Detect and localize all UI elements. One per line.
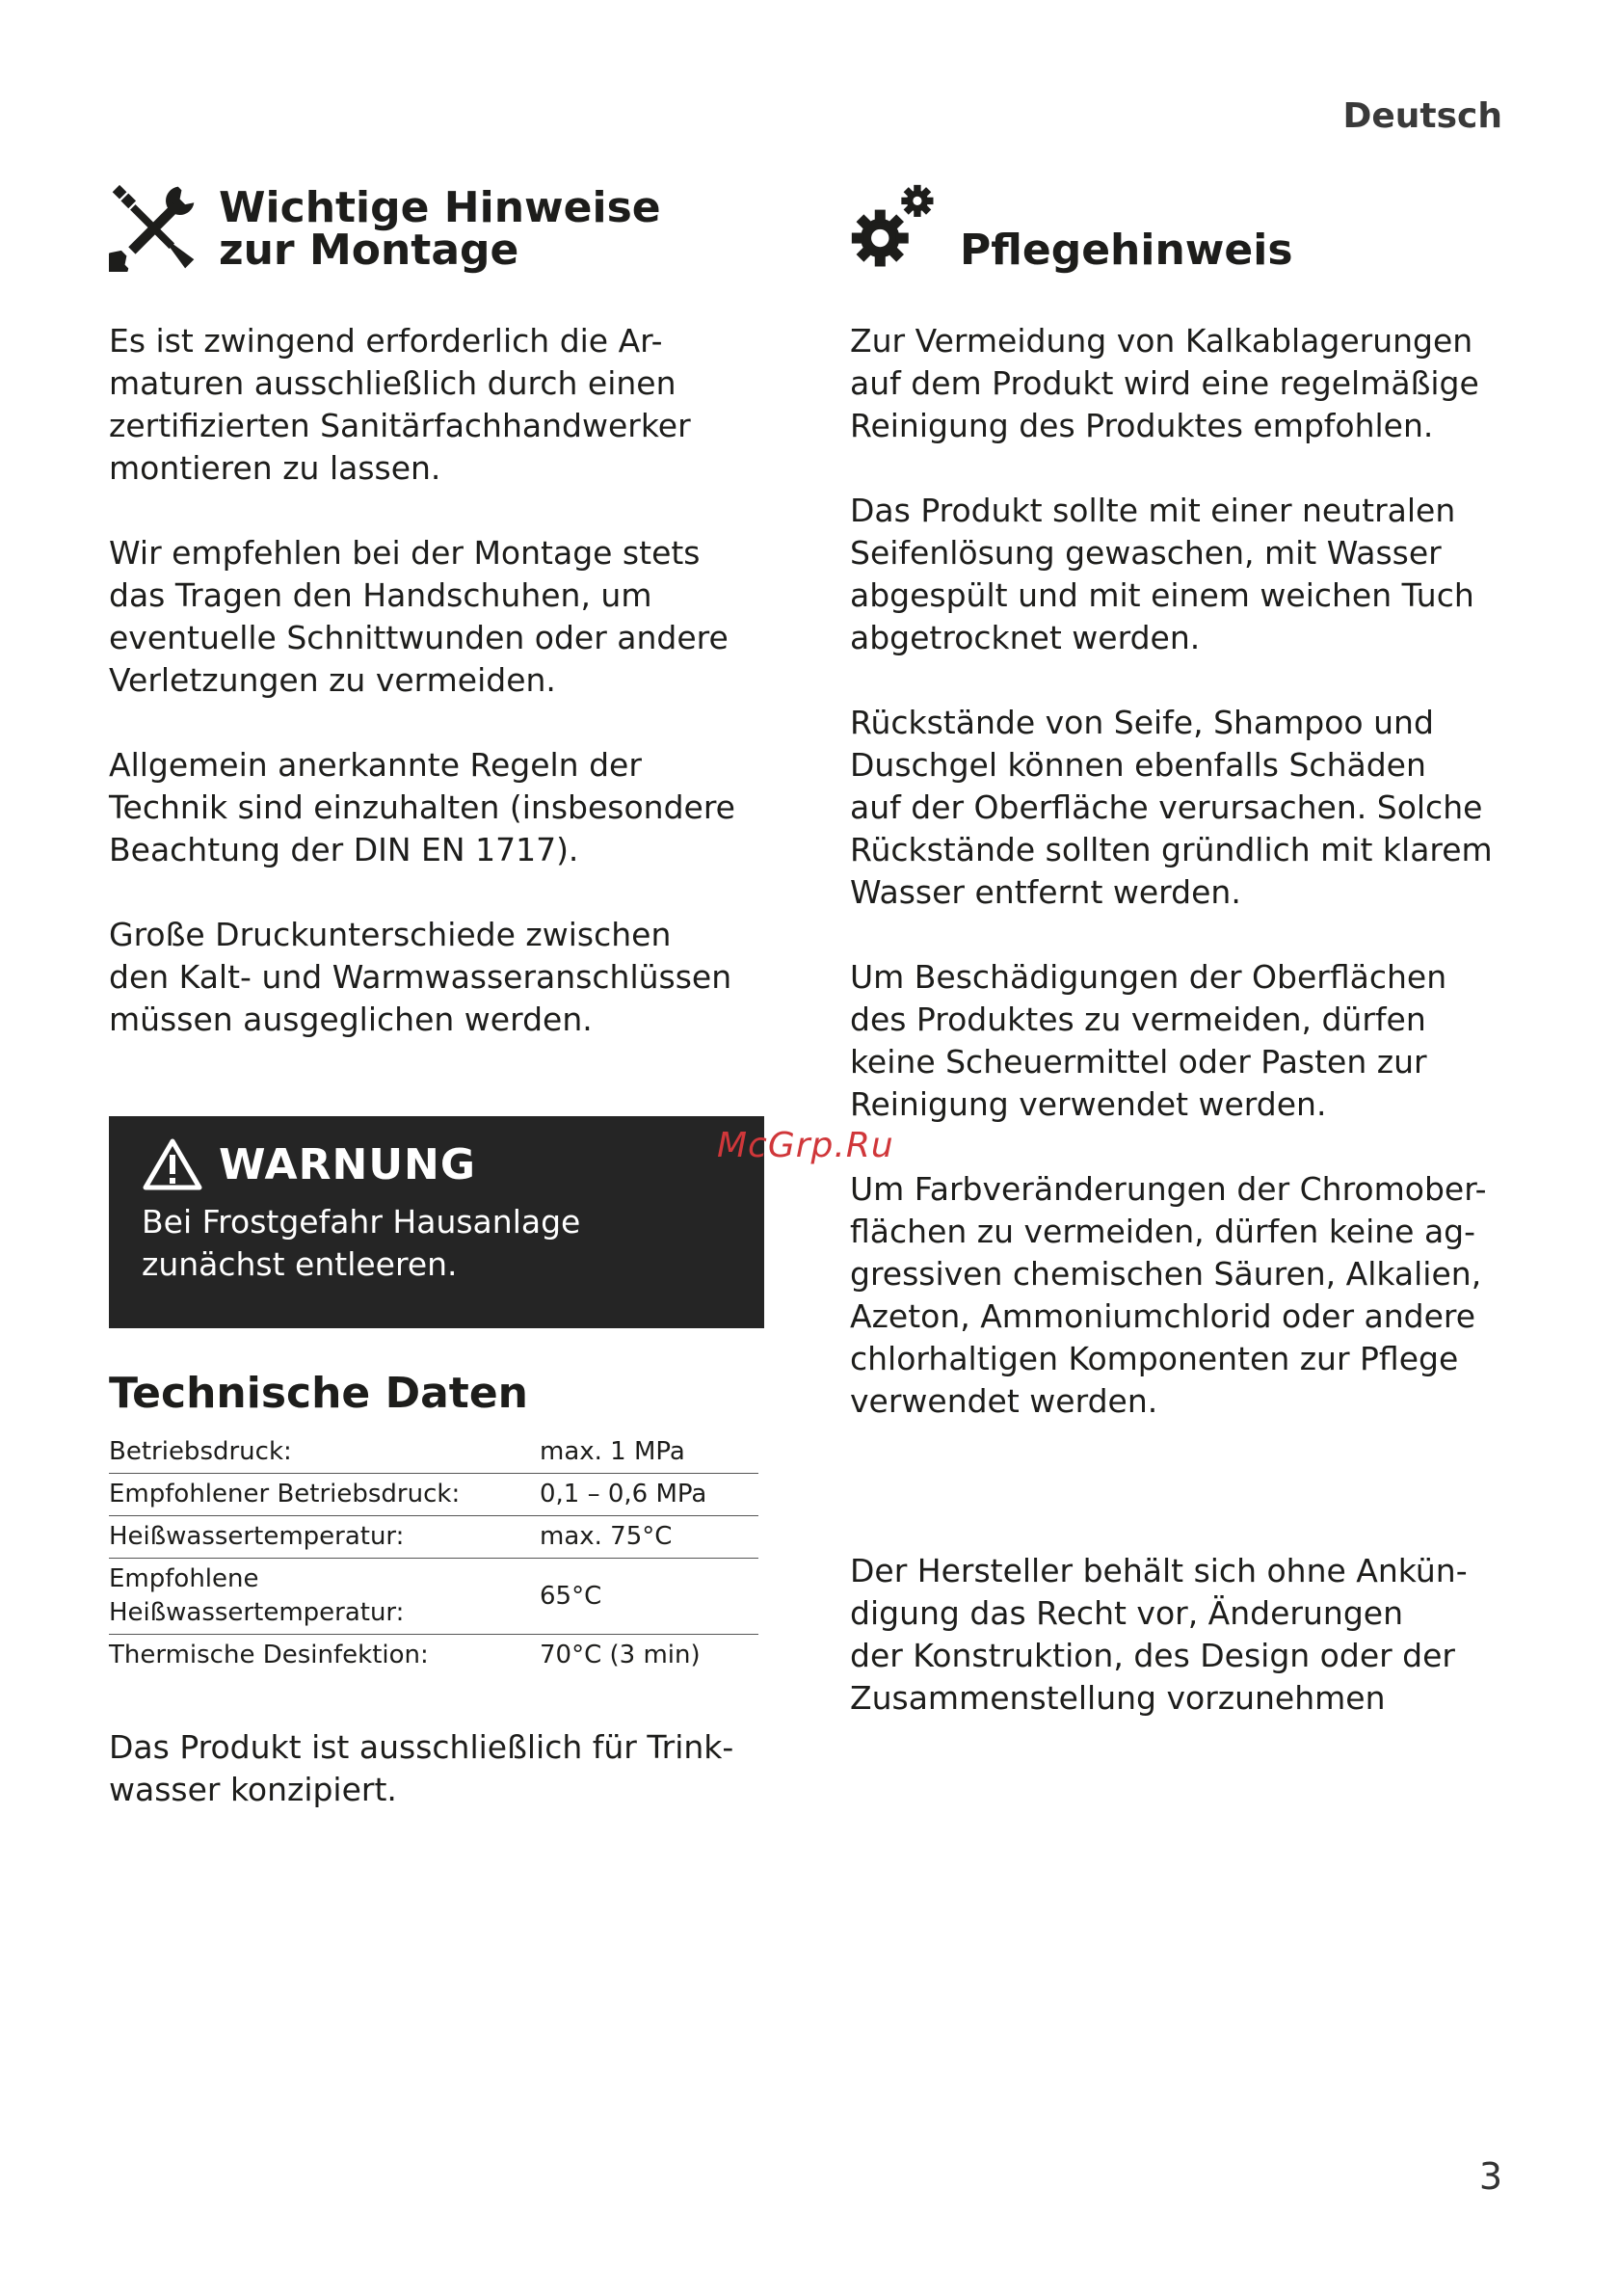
language-label: Deutsch — [1342, 96, 1502, 136]
tech-label: Heißwassertemperatur: — [109, 1516, 540, 1559]
tech-value: 70°C (3 min) — [540, 1635, 758, 1677]
warning-text: Bei Frostgefahr Hausanlage zunächst entleeren. — [142, 1203, 581, 1283]
table-row — [109, 1635, 758, 1677]
disclaimer: Der Hersteller behält sich ohne Ankün- digung das Recht vor, Änderungen der Konstruktion, des Design oder der Zusammenstellung vorzunehmen — [850, 1552, 1468, 1717]
tech-label: Empfohlener Betriebsdruck: — [109, 1474, 540, 1516]
warning-box — [109, 1116, 764, 1328]
watermark: McGrp.Ru — [717, 1126, 894, 1165]
gears-icon — [850, 183, 939, 272]
tech-label: Empfohlene Heißwassertemperatur: — [109, 1559, 540, 1635]
tech-label: Betriebsdruck: — [109, 1437, 292, 1466]
care-paragraph: Rückstände von Seife, Shampoo und Duschgel können ebenfalls Schäden auf der Oberfläche verursachen. Solche Rückstände sollten gründlich mit klarem Wasser entfernt werden. — [850, 704, 1493, 911]
tech-value: max. 1 MPa — [540, 1437, 685, 1466]
montage-paragraph: Es ist zwingend erforderlich die Ar- maturen ausschließlich durch einen zertifizierten Sanitärfachhandwerker montieren zu lassen. — [109, 322, 691, 487]
care-heading — [850, 183, 1525, 275]
care-paragraph: Um Beschädigungen der Oberflächen des Produktes zu vermeiden, dürfen keine Scheuermittel oder Pasten zur Reinigung verwendet werden. — [850, 958, 1447, 1123]
care-paragraph: Das Produkt sollte mit einer neutralen Seifenlösung gewaschen, mit Wasser abgespült und mit einem weichen Tuch abgetrocknet werden. — [850, 492, 1474, 656]
montage-paragraph: Wir empfehlen bei der Montage stets das Tragen den Handschuhen, um eventuelle Schnittwunden oder andere Verletzungen zu vermeiden. — [109, 534, 729, 699]
care-paragraph: Um Farbveränderungen der Chromober- flächen zu vermeiden, dürfen keine ag- gressiven chemischen Säuren, Alkalien, Azeton, Ammoniumchlorid oder andere chlorhaltigen Komponenten zur Pflege verwendet werden. — [850, 1170, 1487, 1420]
table-row — [109, 1431, 758, 1474]
care-body — [850, 278, 1525, 1762]
montage-heading — [109, 183, 764, 275]
tech-value: 0,1 – 0,6 MPa — [540, 1474, 758, 1516]
warning-header — [142, 1137, 731, 1191]
tech-title: Technische Daten — [109, 1369, 528, 1418]
montage-paragraph: Allgemein anerkannte Regeln der Technik sind einzuhalten (insbesondere Beachtung der DIN EN 1717). — [109, 746, 735, 868]
tech-label: Thermische Desinfektion: — [109, 1635, 540, 1677]
care-paragraph: Zur Vermeidung von Kalkablagerungen auf dem Produkt wird eine regelmäßige Reinigung des Produktes empfohlen. — [850, 322, 1479, 444]
montage-body — [109, 278, 764, 1083]
care-title: Pflegehinweis — [960, 226, 1293, 275]
product-note: Das Produkt ist ausschließlich für Trink- wasser konzipiert. — [109, 1728, 734, 1808]
table-row — [109, 1516, 758, 1559]
warning-title: WARNUNG — [219, 1139, 476, 1189]
tech-value: 65°C — [540, 1559, 758, 1635]
table-row — [109, 1474, 758, 1516]
wrench-screwdriver-icon — [109, 183, 198, 272]
table-row — [109, 1559, 758, 1635]
montage-title: Wichtige Hinweise zur Montage — [219, 183, 661, 275]
montage-paragraph: Große Druckunterschiede zwischen den Kalt- und Warmwasseranschlüssen müssen ausgeglichen werden. — [109, 916, 732, 1038]
left-column — [109, 183, 764, 1811]
right-column — [850, 183, 1525, 1762]
page-number: 3 — [1478, 2155, 1502, 2198]
tech-table — [109, 1431, 758, 1676]
warning-triangle-icon — [142, 1137, 203, 1191]
tech-value: max. 75°C — [540, 1516, 758, 1559]
